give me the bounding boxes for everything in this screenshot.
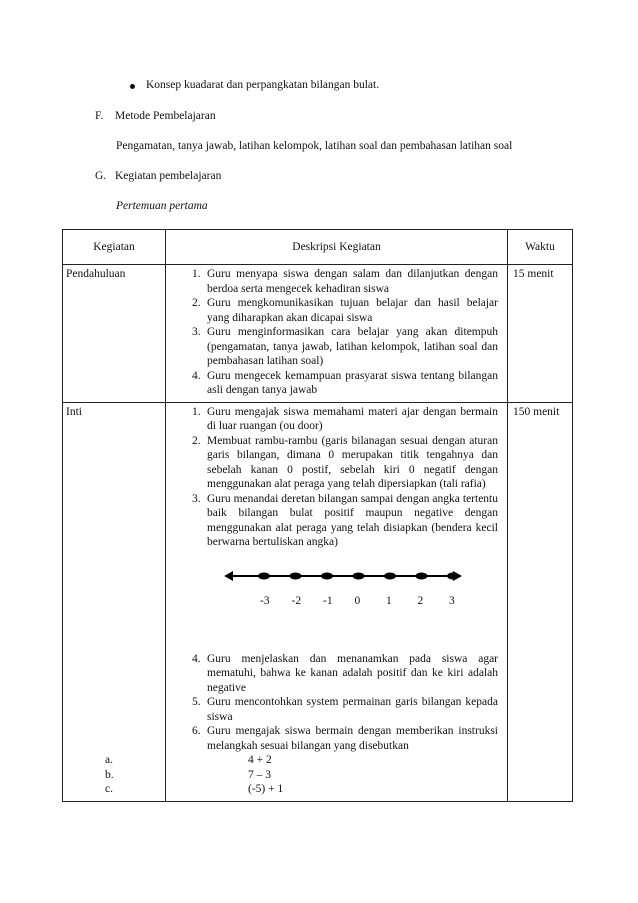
table-row-inti xyxy=(63,402,573,801)
number-line-label: 1 xyxy=(386,594,392,607)
section-g-subtitle: Pertemuan pertama xyxy=(116,200,208,212)
item-text: Guru menyapa siswa dengan salam dan dilanjutkan dengan berdoa serta mengecek kehadiran siswa xyxy=(207,268,498,295)
section-g-letter: G. xyxy=(95,170,107,182)
section-g-heading xyxy=(95,170,221,182)
activity-description xyxy=(105,402,508,801)
table-header-row xyxy=(63,230,573,265)
item-number: 3. xyxy=(192,326,201,338)
list-item xyxy=(64,434,498,492)
activity-table xyxy=(62,229,573,802)
number-line-point xyxy=(416,572,428,579)
list-item xyxy=(64,724,498,797)
sub-item-label: c. xyxy=(105,783,113,795)
item-text: Guru mengajak siswa bermain dengan memberikan instruksi melangkah sesuai bilangan yang disebutkan xyxy=(207,725,498,752)
sub-item-text: 4 + 2 xyxy=(248,754,272,766)
sub-item-text: 7 – 3 xyxy=(248,768,271,781)
number-line-point xyxy=(258,572,270,579)
activity-time: 150 menit xyxy=(508,402,573,801)
header-deskripsi: Deskripsi Kegiatan xyxy=(166,230,508,265)
item-text: Guru mengajak siswa memahami materi ajar dengan bermain di luar ruangan (ou door) xyxy=(207,405,498,432)
activity-list-continued xyxy=(105,652,498,797)
item-number: 4. xyxy=(192,652,201,665)
list-item xyxy=(64,492,498,550)
sub-item-text: (-5) + 1 xyxy=(248,783,284,795)
item-number: 5. xyxy=(192,696,201,708)
list-item xyxy=(64,652,498,696)
header-kegiatan: Kegiatan xyxy=(63,230,166,265)
item-text: Guru mencontohkan system permainan garis bilangan kepada siswa xyxy=(207,696,498,723)
activity-name: Inti xyxy=(63,402,166,801)
list-item xyxy=(64,267,498,296)
bullet-text: Konsep kuadarat dan perpangkatan bilangan bulat. xyxy=(146,79,380,91)
number-line-label: -3 xyxy=(260,594,270,607)
list-item xyxy=(64,325,498,369)
item-text: Guru menjelaskan dan menanamkan pada siswa agar mematuhi, bahwa ke kanan adalah positif dan ke kiri adalah negative xyxy=(207,652,498,694)
number-line-graphic xyxy=(166,564,507,594)
item-number: 2. xyxy=(192,434,201,447)
item-number: 4. xyxy=(192,369,201,382)
table-row-pendahuluan xyxy=(63,265,573,403)
item-number: 6. xyxy=(192,725,201,737)
arrow-left-icon xyxy=(224,571,233,581)
section-f-title: Metode Pembelajaran xyxy=(115,110,216,122)
activity-name: Pendahuluan xyxy=(63,265,166,403)
number-line-point xyxy=(447,572,459,579)
item-number: 2. xyxy=(192,297,201,309)
item-number: 1. xyxy=(192,268,201,280)
number-line-point xyxy=(384,572,396,579)
activity-description xyxy=(166,265,508,403)
sub-list xyxy=(105,753,498,797)
section-f-body: Pengamatan, tanya jawab, latihan kelompok, latihan soal dan pembahasan latihan soal xyxy=(116,140,513,152)
sub-item-label: a. xyxy=(105,754,113,766)
number-line-label: -1 xyxy=(323,594,333,607)
sub-item xyxy=(105,782,498,797)
activity-list xyxy=(166,267,498,398)
list-item xyxy=(64,296,498,325)
item-text: Guru mengkomunikasikan tujuan belajar dan hasil belajar yang diharapkan akan dicapai siswa xyxy=(207,297,498,324)
sub-item xyxy=(105,753,498,768)
section-g-title: Kegiatan pembelajaran xyxy=(115,170,222,182)
number-line-point xyxy=(353,572,365,579)
activity-list xyxy=(166,405,498,550)
sub-item-label: b. xyxy=(105,768,114,781)
item-text: Guru mengecek kemampuan prasyarat siswa tentang bilangan asli dengan tanya jawab xyxy=(207,369,498,396)
bullet-icon xyxy=(130,84,135,89)
item-number: 1. xyxy=(192,405,201,418)
sub-item xyxy=(105,768,498,783)
list-item xyxy=(64,695,498,724)
item-text: Guru menandai deretan bilangan sampai dengan angka tertentu baik bilangan bulat positif maupun negative dengan menggunakan alat peraga yang telah disiapkan (bendera kecil berwarna bertuliskan angka) xyxy=(207,492,498,548)
list-item xyxy=(64,369,498,398)
item-text: Membuat rambu-rambu (garis bilanagan sesuai dengan aturan garis bilangan, dimana 0 merupakan titik tengahnya dan sebelah kanan 0 postif, sebelah kiri 0 negatif dengan menggunakan alat peraga yang telah dipersiapkan (tali rafia) xyxy=(207,434,498,490)
activity-time: 15 menit xyxy=(508,265,573,403)
number-line-label: 3 xyxy=(449,594,455,607)
header-waktu: Waktu xyxy=(508,230,573,265)
number-line-point xyxy=(290,572,302,579)
number-line-label: -2 xyxy=(291,594,302,607)
item-number: 3. xyxy=(192,492,201,505)
number-line-label: 2 xyxy=(417,594,424,607)
number-line-point xyxy=(321,572,333,579)
section-f-letter: F. xyxy=(95,110,104,122)
number-line xyxy=(166,564,498,634)
item-text: Guru menginformasikan cara belajar yang akan ditempuh (pengamatan, tanya jawab, latihan kelompok, latihan soal dan pembahasan latihan soal) xyxy=(207,326,498,367)
list-item xyxy=(64,405,498,434)
number-line-label: 0 xyxy=(354,594,361,607)
section-f-heading xyxy=(95,110,216,122)
